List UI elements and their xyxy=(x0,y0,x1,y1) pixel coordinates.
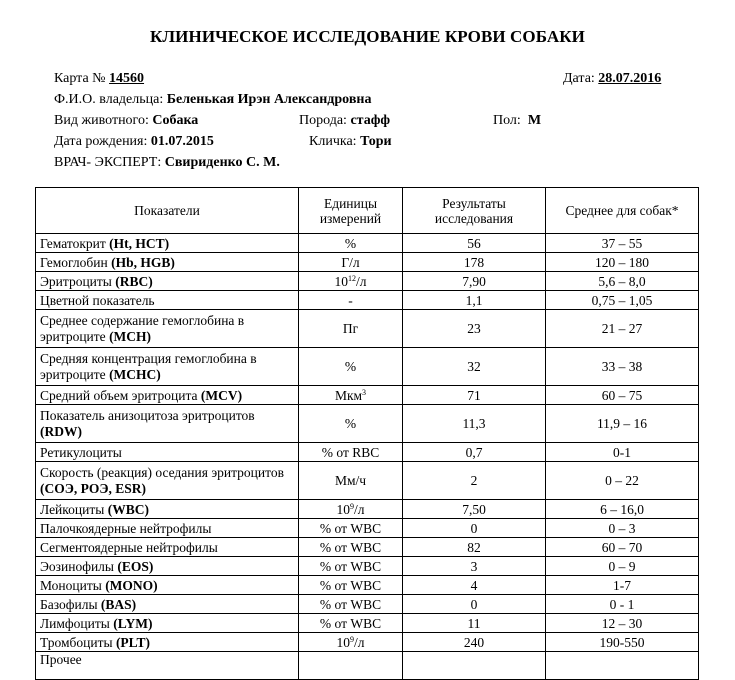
owner-label: Ф.И.О. владельца: xyxy=(54,92,164,107)
norm-cell: 5,6 – 8,0 xyxy=(546,272,699,291)
doctor-label: ВРАЧ- ЭКСПЕРТ: xyxy=(54,155,162,170)
indicator-abbr: (Ht, HCT) xyxy=(109,235,170,251)
indicator-name xyxy=(36,500,299,519)
indicator-name xyxy=(36,253,299,272)
table-row xyxy=(36,557,699,576)
table-row xyxy=(36,405,699,443)
result-cell: 3 xyxy=(403,557,546,576)
species-value: Собака xyxy=(152,113,199,128)
unit-cell xyxy=(299,272,403,291)
indicator-label: Эритроциты xyxy=(40,273,116,289)
indicator-label: Показатель анизоцитоза эритроцитов xyxy=(40,407,255,423)
norm-cell: 12 – 30 xyxy=(546,614,699,633)
top-rule xyxy=(300,0,490,1)
indicator-name xyxy=(36,633,299,652)
result-cell: 56 xyxy=(403,234,546,253)
table-row xyxy=(36,538,699,557)
unit-cell: % от RBC xyxy=(299,443,403,462)
result-cell: 1,1 xyxy=(403,291,546,310)
col-header-indicator: Показатели xyxy=(36,188,299,234)
birth-label: Дата рождения: xyxy=(54,134,148,149)
unit-cell: % от WBC xyxy=(299,519,403,538)
date-label: Дата: xyxy=(563,71,595,86)
indicator-label: Ретикулоциты xyxy=(40,444,122,460)
date-value: 28.07.2016 xyxy=(598,71,662,86)
indicator-abbr: (WBC) xyxy=(107,501,149,517)
table-row xyxy=(36,576,699,595)
norm-cell: 120 – 180 xyxy=(546,253,699,272)
date-line xyxy=(563,71,661,87)
unit-cell: % xyxy=(299,234,403,253)
breed-label: Порода: xyxy=(299,113,347,128)
indicator-name xyxy=(36,576,299,595)
result-cell: 32 xyxy=(403,348,546,386)
nickname-line xyxy=(309,134,392,150)
indicator-name xyxy=(36,557,299,576)
card-label: Карта № xyxy=(54,71,106,86)
indicator-abbr: (LYM) xyxy=(113,615,153,631)
result-cell: 178 xyxy=(403,253,546,272)
norm-cell: 1-7 xyxy=(546,576,699,595)
table-row xyxy=(36,519,699,538)
table-row xyxy=(36,443,699,462)
owner-value: Беленькая Ирэн Александровна xyxy=(166,92,372,107)
indicator-name xyxy=(36,234,299,253)
unit-tail: /л xyxy=(354,634,365,650)
result-cell: 0 xyxy=(403,519,546,538)
table-row xyxy=(36,652,699,680)
table-row xyxy=(36,500,699,519)
result-cell: 7,50 xyxy=(403,500,546,519)
unit-tail: /л xyxy=(354,501,365,517)
table-row xyxy=(36,253,699,272)
indicator-label: Цветной показатель xyxy=(40,292,155,308)
table-row xyxy=(36,595,699,614)
indicator-name xyxy=(36,614,299,633)
table-row xyxy=(36,348,699,386)
table-row xyxy=(36,272,699,291)
table-header-row xyxy=(36,188,699,234)
col-header-units: Единицы измерений xyxy=(299,188,403,234)
unit-cell: Пг xyxy=(299,310,403,348)
result-cell: 240 xyxy=(403,633,546,652)
species-line xyxy=(54,113,198,129)
result-cell: 0,7 xyxy=(403,443,546,462)
indicator-abbr: (СОЭ, РОЭ, ESR) xyxy=(40,480,146,496)
norm-cell: 190-550 xyxy=(546,633,699,652)
unit-cell: % xyxy=(299,405,403,443)
norm-cell: 37 – 55 xyxy=(546,234,699,253)
indicator-name xyxy=(36,538,299,557)
table-row xyxy=(36,234,699,253)
indicator-abbr: (RDW) xyxy=(40,423,82,439)
indicator-label: Среднее содержание гемоглобина в эритроците xyxy=(40,312,245,344)
unit-base: Мкм xyxy=(334,387,363,403)
indicator-name xyxy=(36,272,299,291)
doctor-value: Свириденко С. М. xyxy=(164,155,280,170)
unit-exponent: 3 xyxy=(362,387,367,397)
indicator-label: Средняя концентрация гемоглобина в эритроците xyxy=(40,350,257,382)
doctor-line xyxy=(54,155,280,171)
norm-cell: 0 – 3 xyxy=(546,519,699,538)
sex-value: М xyxy=(527,113,542,128)
result-cell: 0 xyxy=(403,595,546,614)
unit-base: 10 xyxy=(336,634,350,650)
indicator-label: Палочкоядерные нейтрофилы xyxy=(40,520,212,536)
result-cell: 2 xyxy=(403,462,546,500)
unit-cell: % xyxy=(299,348,403,386)
indicator-name xyxy=(36,595,299,614)
document-title: КЛИНИЧЕСКОЕ ИССЛЕДОВАНИЕ КРОВИ СОБАКИ xyxy=(149,27,586,46)
norm-cell: 60 – 70 xyxy=(546,538,699,557)
unit-exponent: 12 xyxy=(348,273,356,283)
indicator-abbr: (BAS) xyxy=(100,596,137,612)
unit-cell: % от WBC xyxy=(299,576,403,595)
norm-cell: 11,9 – 16 xyxy=(546,405,699,443)
unit-cell: % от WBC xyxy=(299,614,403,633)
result-cell xyxy=(403,652,546,680)
indicator-name xyxy=(36,652,299,680)
norm-cell: 33 – 38 xyxy=(546,348,699,386)
indicator-abbr: (MONO) xyxy=(105,577,158,593)
norm-cell: 6 – 16,0 xyxy=(546,500,699,519)
indicator-abbr: (PLT) xyxy=(115,634,150,650)
sex-label: Пол: xyxy=(493,113,521,128)
indicator-label: Скорость (реакция) оседания эритроцитов xyxy=(40,464,284,480)
unit-cell xyxy=(299,652,403,680)
unit-base: 10 xyxy=(334,273,348,289)
indicator-label: Лейкоциты xyxy=(40,501,108,517)
norm-cell: 0 – 22 xyxy=(546,462,699,500)
indicator-name xyxy=(36,443,299,462)
indicator-abbr: (RBC) xyxy=(115,273,153,289)
indicator-name xyxy=(36,462,299,500)
result-cell: 11,3 xyxy=(403,405,546,443)
indicator-abbr: (EOS) xyxy=(117,558,154,574)
indicator-label: Базофилы xyxy=(40,596,101,612)
table-row xyxy=(36,386,699,405)
card-number: 14560 xyxy=(109,71,145,86)
indicator-name xyxy=(36,386,299,405)
table-row xyxy=(36,310,699,348)
card-line xyxy=(54,71,144,87)
unit-exponent: 9 xyxy=(350,634,354,644)
indicator-name xyxy=(36,405,299,443)
norm-cell: 0-1 xyxy=(546,443,699,462)
indicator-label: Прочее xyxy=(40,652,82,667)
norm-cell: 0,75 – 1,05 xyxy=(546,291,699,310)
unit-exponent: 9 xyxy=(350,501,354,511)
norm-cell: 21 – 27 xyxy=(546,310,699,348)
indicator-name xyxy=(36,519,299,538)
unit-cell: - xyxy=(299,291,403,310)
birth-line xyxy=(54,134,214,150)
indicator-name xyxy=(36,310,299,348)
indicator-label: Средний объем эритроцита xyxy=(40,387,201,403)
results-table xyxy=(35,187,699,680)
table-row xyxy=(36,462,699,500)
sex-line xyxy=(493,113,541,129)
norm-cell: 0 – 9 xyxy=(546,557,699,576)
indicator-label: Сегментоядерные нейтрофилы xyxy=(40,539,218,555)
indicator-abbr: (MCV) xyxy=(200,387,243,403)
nickname-value: Тори xyxy=(360,134,392,149)
indicator-abbr: (Hb, HGB) xyxy=(111,254,175,270)
result-cell: 11 xyxy=(403,614,546,633)
result-cell: 4 xyxy=(403,576,546,595)
indicator-label: Гематокрит xyxy=(40,235,110,251)
breed-line xyxy=(299,113,390,129)
table-body xyxy=(36,234,699,680)
unit-cell: Г/л xyxy=(299,253,403,272)
indicator-name xyxy=(36,348,299,386)
col-header-norm: Среднее для собак* xyxy=(546,188,699,234)
indicator-label: Эозинофилы xyxy=(40,558,118,574)
species-label: Вид животного: xyxy=(54,113,149,128)
norm-cell: 0 - 1 xyxy=(546,595,699,614)
owner-line xyxy=(54,92,371,108)
indicator-label: Тромбоциты xyxy=(40,634,116,650)
result-cell: 82 xyxy=(403,538,546,557)
breed-value: стафф xyxy=(350,113,391,128)
result-cell: 7,90 xyxy=(403,272,546,291)
indicator-label: Моноциты xyxy=(40,577,106,593)
unit-cell: % от WBC xyxy=(299,557,403,576)
indicator-name xyxy=(36,291,299,310)
birth-value: 01.07.2015 xyxy=(150,134,214,149)
unit-cell xyxy=(299,633,403,652)
table-row xyxy=(36,633,699,652)
unit-tail: /л xyxy=(356,273,367,289)
result-cell: 71 xyxy=(403,386,546,405)
unit-cell: % от WBC xyxy=(299,538,403,557)
table-row xyxy=(36,291,699,310)
nickname-label: Кличка: xyxy=(309,134,357,149)
indicator-abbr: (MCHC) xyxy=(109,366,161,382)
norm-cell xyxy=(546,652,699,680)
result-cell: 23 xyxy=(403,310,546,348)
table-row xyxy=(36,614,699,633)
unit-cell: % от WBC xyxy=(299,595,403,614)
indicator-abbr: (MCH) xyxy=(109,328,152,344)
indicator-label: Лимфоциты xyxy=(40,615,114,631)
unit-base: 10 xyxy=(336,501,350,517)
unit-cell: Мм/ч xyxy=(299,462,403,500)
norm-cell: 60 – 75 xyxy=(546,386,699,405)
unit-cell xyxy=(299,386,403,405)
col-header-results: Результаты исследования xyxy=(403,188,546,234)
indicator-label: Гемоглобин xyxy=(40,254,112,270)
unit-cell xyxy=(299,500,403,519)
